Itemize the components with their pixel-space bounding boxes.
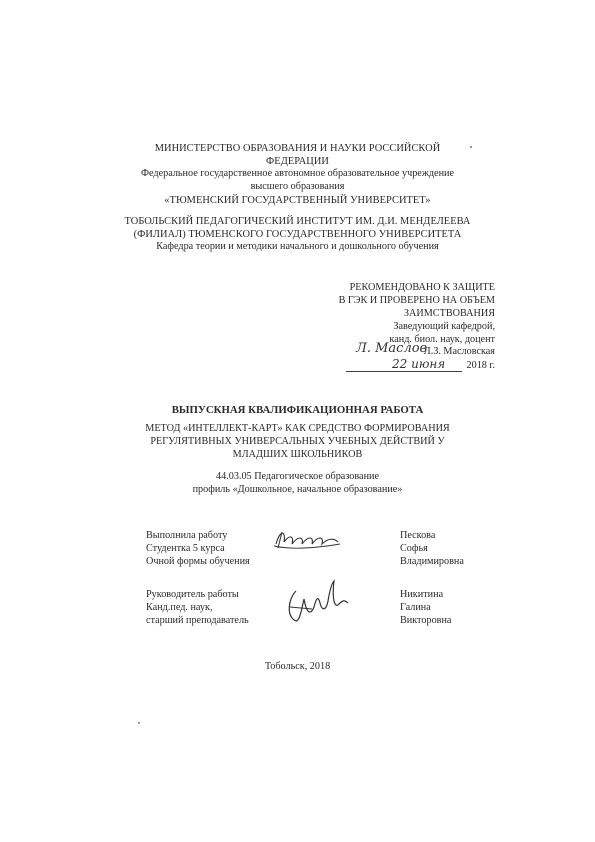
scan-speck: [138, 722, 140, 724]
supervisor-name: Галина: [400, 602, 431, 613]
author-surname: Пескова: [400, 530, 436, 541]
work-title-line-3: МЛАДШИХ ШКОЛЬНИКОВ: [232, 449, 363, 460]
supervisor-role-line-1: Руководитель работы: [146, 589, 239, 600]
scan-speck: [470, 146, 472, 148]
approval-line-1: РЕКОМЕНДОВАНО К ЗАЩИТЕ: [349, 282, 495, 293]
approval-year: 2018 г.: [466, 360, 495, 371]
approval-line-3: ЗАИМСТВОВАНИЯ: [403, 308, 495, 319]
supervisor-patronymic: Викторовна: [400, 615, 452, 626]
approval-position: Заведующий кафедрой,: [393, 321, 495, 332]
approval-date-line: [346, 371, 462, 372]
specialty-code: 44.03.05 Педагогическое образование: [215, 471, 379, 482]
institution-line-1: Федеральное государственное автономное образовательное учреждение: [140, 168, 454, 179]
supervisor-signature: [282, 577, 354, 627]
supervisor-signature-stroke: [282, 577, 354, 627]
work-type: ВЫПУСКНАЯ КВАЛИФИКАЦИОННАЯ РАБОТА: [171, 404, 424, 416]
supervisor-role-line-3: старший преподаватель: [146, 615, 249, 626]
work-title-line-2: РЕГУЛЯТИВНЫХ УНИВЕРСАЛЬНЫХ УЧЕБНЫХ ДЕЙСТВИЙ У: [150, 436, 445, 447]
author-signature: [272, 526, 342, 552]
author-role-line-2: Студентка 5 курса: [146, 543, 225, 554]
ministry-line-1: МИНИСТЕРСТВО ОБРАЗОВАНИЯ И НАУКИ РОССИЙСКОЙ: [154, 143, 441, 154]
university-name: «ТЮМЕНСКИЙ ГОСУДАРСТВЕННЫЙ УНИВЕРСИТЕТ»: [164, 195, 431, 206]
department-name: Кафедра теории и методики начального и дошкольного обучения: [156, 241, 439, 252]
branch-line-2: (ФИЛИАЛ) ТЮМЕНСКОГО ГОСУДАРСТВЕННОГО УНИВЕРСИТЕТА: [133, 229, 462, 240]
approval-line-2: В ГЭК И ПРОВЕРЕНО НА ОБЪЕМ: [338, 295, 495, 306]
branch-line-1: ТОБОЛЬСКИЙ ПЕДАГОГИЧЕСКИЙ ИНСТИТУТ ИМ. Д.И. МЕНДЕЛЕЕВА: [124, 216, 471, 227]
city-year: Тобольск, 2018: [264, 661, 331, 672]
specialty-profile: профиль «Дошкольное, начальное образование»: [192, 484, 403, 495]
supervisor-role-line-2: Канд.пед. наук,: [146, 602, 213, 613]
supervisor-surname: Никитина: [400, 589, 444, 600]
author-role-line-1: Выполнила работу: [146, 530, 228, 541]
work-title-line-1: МЕТОД «ИНТЕЛЛЕКТ-КАРТ» КАК СРЕДСТВО ФОРМИРОВАНИЯ: [145, 423, 450, 434]
institution-line-2: высшего образования: [250, 181, 345, 192]
approval-signature: Л. Маслов: [356, 341, 428, 356]
author-patronymic: Владимировна: [400, 556, 464, 567]
ministry-line-2: ФЕДЕРАЦИИ: [266, 156, 329, 167]
approval-head-name: Л.З. Масловская: [423, 346, 495, 357]
author-name: Софья: [400, 543, 428, 554]
approval-degree: канд. биол. наук, доцент: [389, 334, 495, 345]
author-signature-stroke: [272, 526, 342, 552]
author-role-line-3: Очной формы обучения: [146, 556, 250, 567]
approval-date-handwritten: 22 июня: [392, 357, 446, 371]
